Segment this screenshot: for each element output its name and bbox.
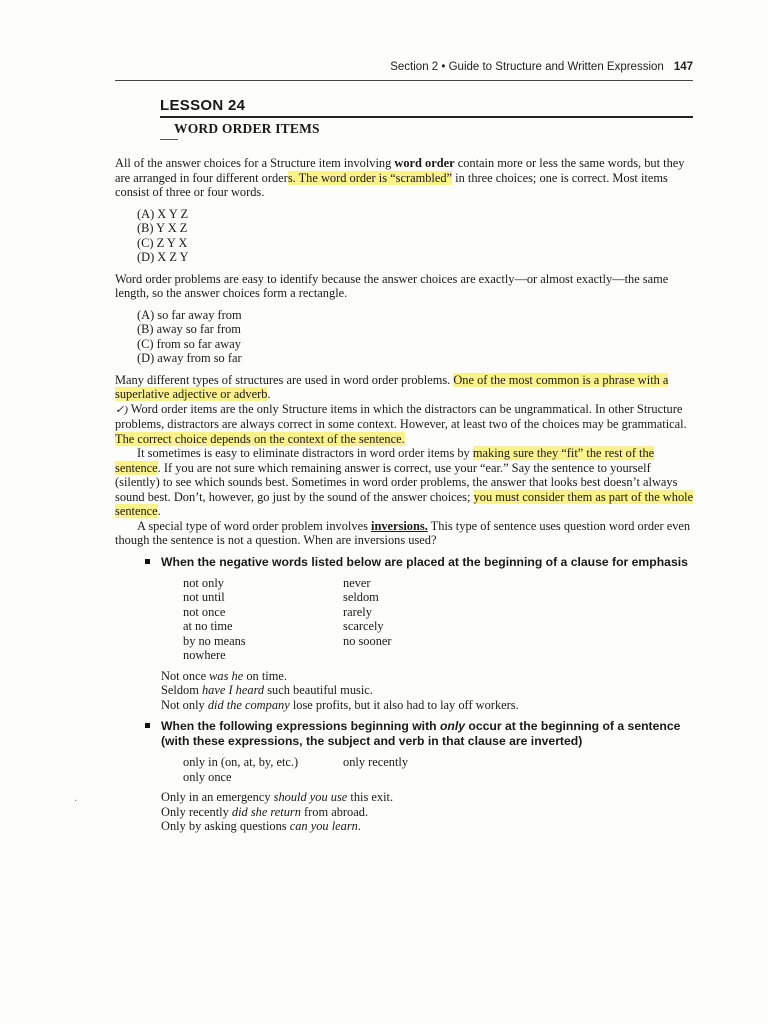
paragraph-structures bbox=[115, 373, 695, 402]
highlighted-text: s. The word order is “scrambled” bbox=[287, 170, 453, 185]
text-run: on time. bbox=[243, 668, 287, 683]
inverted-phrase: did she return bbox=[231, 804, 301, 819]
negative-words-col1 bbox=[183, 576, 343, 663]
lesson-body bbox=[115, 156, 695, 840]
example-sentence bbox=[161, 669, 695, 684]
choice-item: (B) Y X Z bbox=[137, 221, 188, 235]
text-run: Seldom bbox=[161, 683, 202, 697]
paragraph-distractors bbox=[115, 402, 695, 447]
text-run: This type of sentence uses question word order even though the sentence is not a question. When are inversions used? bbox=[115, 518, 691, 547]
text-run: such beautiful music. bbox=[264, 683, 373, 697]
text-run: Only in an emergency bbox=[161, 790, 274, 804]
text-run: Not once bbox=[161, 668, 210, 683]
list-item: rarely bbox=[343, 604, 372, 619]
inverted-phrase: should you use bbox=[273, 790, 348, 804]
text-run: All of the answer choices for a Structure item involving bbox=[115, 156, 395, 170]
list-item: not until bbox=[183, 590, 225, 604]
bullet-keyword: only bbox=[439, 719, 466, 733]
keyword-word-order: word order bbox=[394, 156, 455, 170]
list-item: never bbox=[343, 575, 371, 590]
text-run: Many different types of structures are used in word order problems. bbox=[115, 372, 454, 387]
example-sentence bbox=[161, 790, 695, 805]
only-col2 bbox=[343, 755, 503, 784]
highlighted-text: One of the most common is a phrase with a superlative adjective or adverb bbox=[115, 372, 669, 401]
paragraph-eliminate bbox=[115, 446, 695, 519]
list-item: scarcely bbox=[343, 619, 384, 633]
text-run: A special type of word order problem involves bbox=[137, 518, 371, 533]
bullet-square-icon bbox=[145, 559, 150, 564]
paragraph-intro bbox=[115, 156, 695, 200]
keyword-inversions: inversions. bbox=[371, 518, 428, 533]
paragraph-inversions bbox=[115, 519, 695, 548]
text-run: this exit. bbox=[347, 790, 394, 804]
text-run: . bbox=[357, 819, 361, 833]
bullet-text: occur at the beginning of a sentence (with these expressions, the subject and verb in that clause are inverted) bbox=[161, 719, 681, 748]
lesson-rule bbox=[160, 116, 693, 118]
negative-words-list bbox=[183, 576, 695, 663]
running-title: Section 2 • Guide to Structure and Written Expression bbox=[390, 61, 664, 73]
example-sentence bbox=[161, 805, 695, 820]
only-examples bbox=[161, 790, 695, 834]
text-run: lose profits, but it also had to lay off workers. bbox=[289, 697, 519, 712]
choices-example bbox=[137, 308, 695, 366]
negative-examples bbox=[161, 669, 695, 713]
text-run: contain more or less the same words, but they are arranged in four different order bbox=[115, 156, 685, 185]
example-sentence bbox=[161, 819, 695, 834]
highlighted-text: making sure they “fit” the rest of the sentence bbox=[115, 446, 655, 475]
paragraph-identify: Word order problems are easy to identify because the answer choices are exactly—or almost exactly—the same length, so the answer choices form a rectangle. bbox=[115, 271, 669, 300]
list-item: only once bbox=[183, 769, 232, 784]
negative-words-col2 bbox=[343, 576, 503, 663]
text-run: Word order items are the only Structure items in which the distractors can be ungrammatical. In other Structure problems, distractors are always correct in some context. However, at least two of the choices may be grammatical. bbox=[115, 401, 687, 431]
bullet-text: When the following expressions beginning with bbox=[161, 719, 440, 733]
bullet-square-icon bbox=[145, 723, 150, 728]
stray-mark: · bbox=[74, 796, 78, 807]
running-head bbox=[390, 61, 693, 73]
choice-item: (C) from so far away bbox=[137, 336, 241, 351]
choice-item: (D) X Z Y bbox=[137, 250, 189, 264]
only-col1 bbox=[183, 755, 343, 784]
example-sentence bbox=[161, 698, 695, 713]
text-run: It sometimes is easy to eliminate distractors in word order items by bbox=[137, 446, 473, 460]
bullet-negative-words bbox=[145, 555, 695, 570]
inverted-phrase: was he bbox=[209, 668, 244, 683]
list-item: nowhere bbox=[183, 648, 226, 662]
choice-item: (B) away so far from bbox=[137, 322, 241, 336]
text-run: . bbox=[157, 504, 161, 518]
inverted-phrase: can you learn bbox=[289, 819, 358, 833]
list-item: by no means bbox=[183, 633, 246, 648]
choices-pattern bbox=[137, 207, 695, 265]
header-rule bbox=[115, 80, 693, 81]
highlighted-text: The correct choice depends on the context of the sentence. bbox=[115, 431, 405, 446]
lesson-label: LESSON 24 bbox=[160, 97, 246, 114]
example-sentence bbox=[161, 683, 695, 698]
page-number: 147 bbox=[673, 61, 693, 73]
bullet-only-expressions bbox=[145, 719, 695, 749]
choice-item: (C) Z Y X bbox=[137, 235, 188, 250]
list-item: at no time bbox=[183, 619, 233, 633]
title-mark bbox=[160, 139, 178, 140]
text-run: Not only bbox=[161, 697, 208, 712]
choice-item: (D) away from so far bbox=[137, 351, 242, 365]
text-run: . bbox=[267, 387, 271, 401]
list-item: not only bbox=[183, 575, 224, 590]
inverted-phrase: did the company bbox=[207, 697, 290, 712]
list-item: only recently bbox=[343, 755, 409, 769]
text-run: . If you are not sure which remaining answer is correct, use your “ear.” Say the sentence to yourself (silently) to see which sounds best. Sometimes in word order problems, the answer that looks best doesn’t always sound best. Don’t, however, go just by the sound of the answer choices; bbox=[115, 460, 678, 504]
choice-item: (A) so far away from bbox=[137, 307, 242, 322]
list-item: not once bbox=[183, 604, 226, 619]
check-mark: ✓) bbox=[115, 403, 128, 416]
list-item: seldom bbox=[343, 590, 379, 604]
only-expressions-list bbox=[183, 755, 695, 784]
text-run: Only by asking questions bbox=[161, 819, 290, 833]
text-run: Only recently bbox=[161, 804, 232, 819]
text-run: in three choices; one is correct. Most items consist of three or four words. bbox=[115, 170, 668, 199]
inverted-phrase: have I heard bbox=[201, 683, 265, 697]
choice-item: (A) X Y Z bbox=[137, 206, 189, 221]
lesson-title: WORD ORDER ITEMS bbox=[174, 121, 320, 136]
list-item: only in (on, at, by, etc.) bbox=[183, 755, 299, 769]
bullet-text: When the negative words listed below are placed at the beginning of a clause for emphasis bbox=[161, 554, 688, 569]
highlighted-text: you must consider them as part of the whole sentence bbox=[115, 489, 694, 518]
list-item: no sooner bbox=[343, 633, 392, 648]
text-run: from abroad. bbox=[300, 804, 369, 819]
